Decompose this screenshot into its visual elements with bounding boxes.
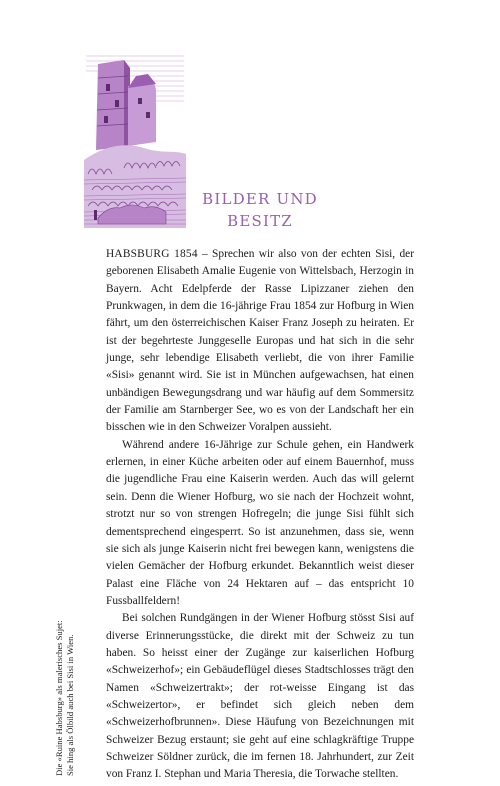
article-body — [106, 246, 414, 784]
paragraph-3: Bei solchen Rundgängen in der Wiener Hofburg stösst Sisi auf diverse Erinnerungsstücke, die direkt mit der Schweiz zu tun haben. So heisst einer der Zugänge zur kaiserlichen Hofburg «Schweizerhof»; ein Gebäudeflügel dieses Stadtschlosses trägt den Namen «Schweizertrakt»; der rot-weisse Eingang ist das «Schweizertor», er befindet sich gleich neben dem «Schweizerhofbrunnen». Diese Häufung von Bezeichnungen mit Schweizer Bezug erstaunt; sie geht auf eine schlagkräftige Truppe Schweizer Söldner zurück, die im fernen 18. Jahrhundert, zur Zeit von Franz I. Stephan und Maria Theresia, die Torwache stellten. — [106, 612, 414, 781]
caption-line-1: Die «Ruine Habsburg» als malerisches Sujet: — [54, 620, 64, 776]
chapter-title-line-2: BESITZ — [227, 212, 293, 230]
ruine-habsburg-illustration — [84, 50, 186, 228]
chapter-title — [190, 188, 330, 232]
paragraph-2: Während andere 16-Jährige zur Schule gehen, ein Handwerk erlernen, in einer Küche arbeiten oder auf einem Bauernhof, muss die jugendliche Frau eine Kaiserin werden. Auch das will gelernt sein. Denn die Wiener Hofburg, wo sie nach der Hochzeit wohnt, strotzt nur so von strengen Hofregeln; die junge Sisi fühlt sich dementsprechend eingesperrt. So ist anzunehmen, dass sie, wenn sie sich als junge Kaiserin nicht frei bewegen kann, wenigstens die vielen Gemächer der Hofburg erkundet. Bekanntlich weist dieser Palast eine Fläche von 24 Hektaren auf – das entspricht 10 Fussballfeldern! — [106, 438, 414, 607]
chapter-title-line-1: BILDER UND — [202, 190, 318, 208]
paragraph-1-text: – Sprechen wir also von der echten Sisi, der geborenen Elisabeth Amalie Eugenie von Wittelsbach, Herzogin in Bayern. Acht Edelpferde der Rasse Lipizzaner ziehen den Prunkwagen, in dem die 16-jährige Frau 1854 zur Hofburg in Wien fährt, um den österreichischen Kaiser Franz Joseph zu heiraten. Er ist der begehrteste Junggeselle Europas und hat sich in die sehr junge, sehr lebendige Elisabeth verliebt, die von ihrer Familie «Sisi» genannt wird. Sie ist in München aufgewachsen, hat einen unbändigen Bewegungsdrang und war häufig auf dem Sommersitz der Familie am Starnberger See, wo es von der Landschaft her ein bisschen wie in den Schweizer Voralpen aussieht. — [106, 248, 414, 434]
caption-line-2: Sie hing als Ölbild auch bei Sisi in Wien. — [65, 634, 75, 776]
image-caption — [54, 596, 76, 776]
lead-in: HABSBURG 1854 — [106, 248, 198, 260]
paragraph-1 — [106, 246, 414, 437]
